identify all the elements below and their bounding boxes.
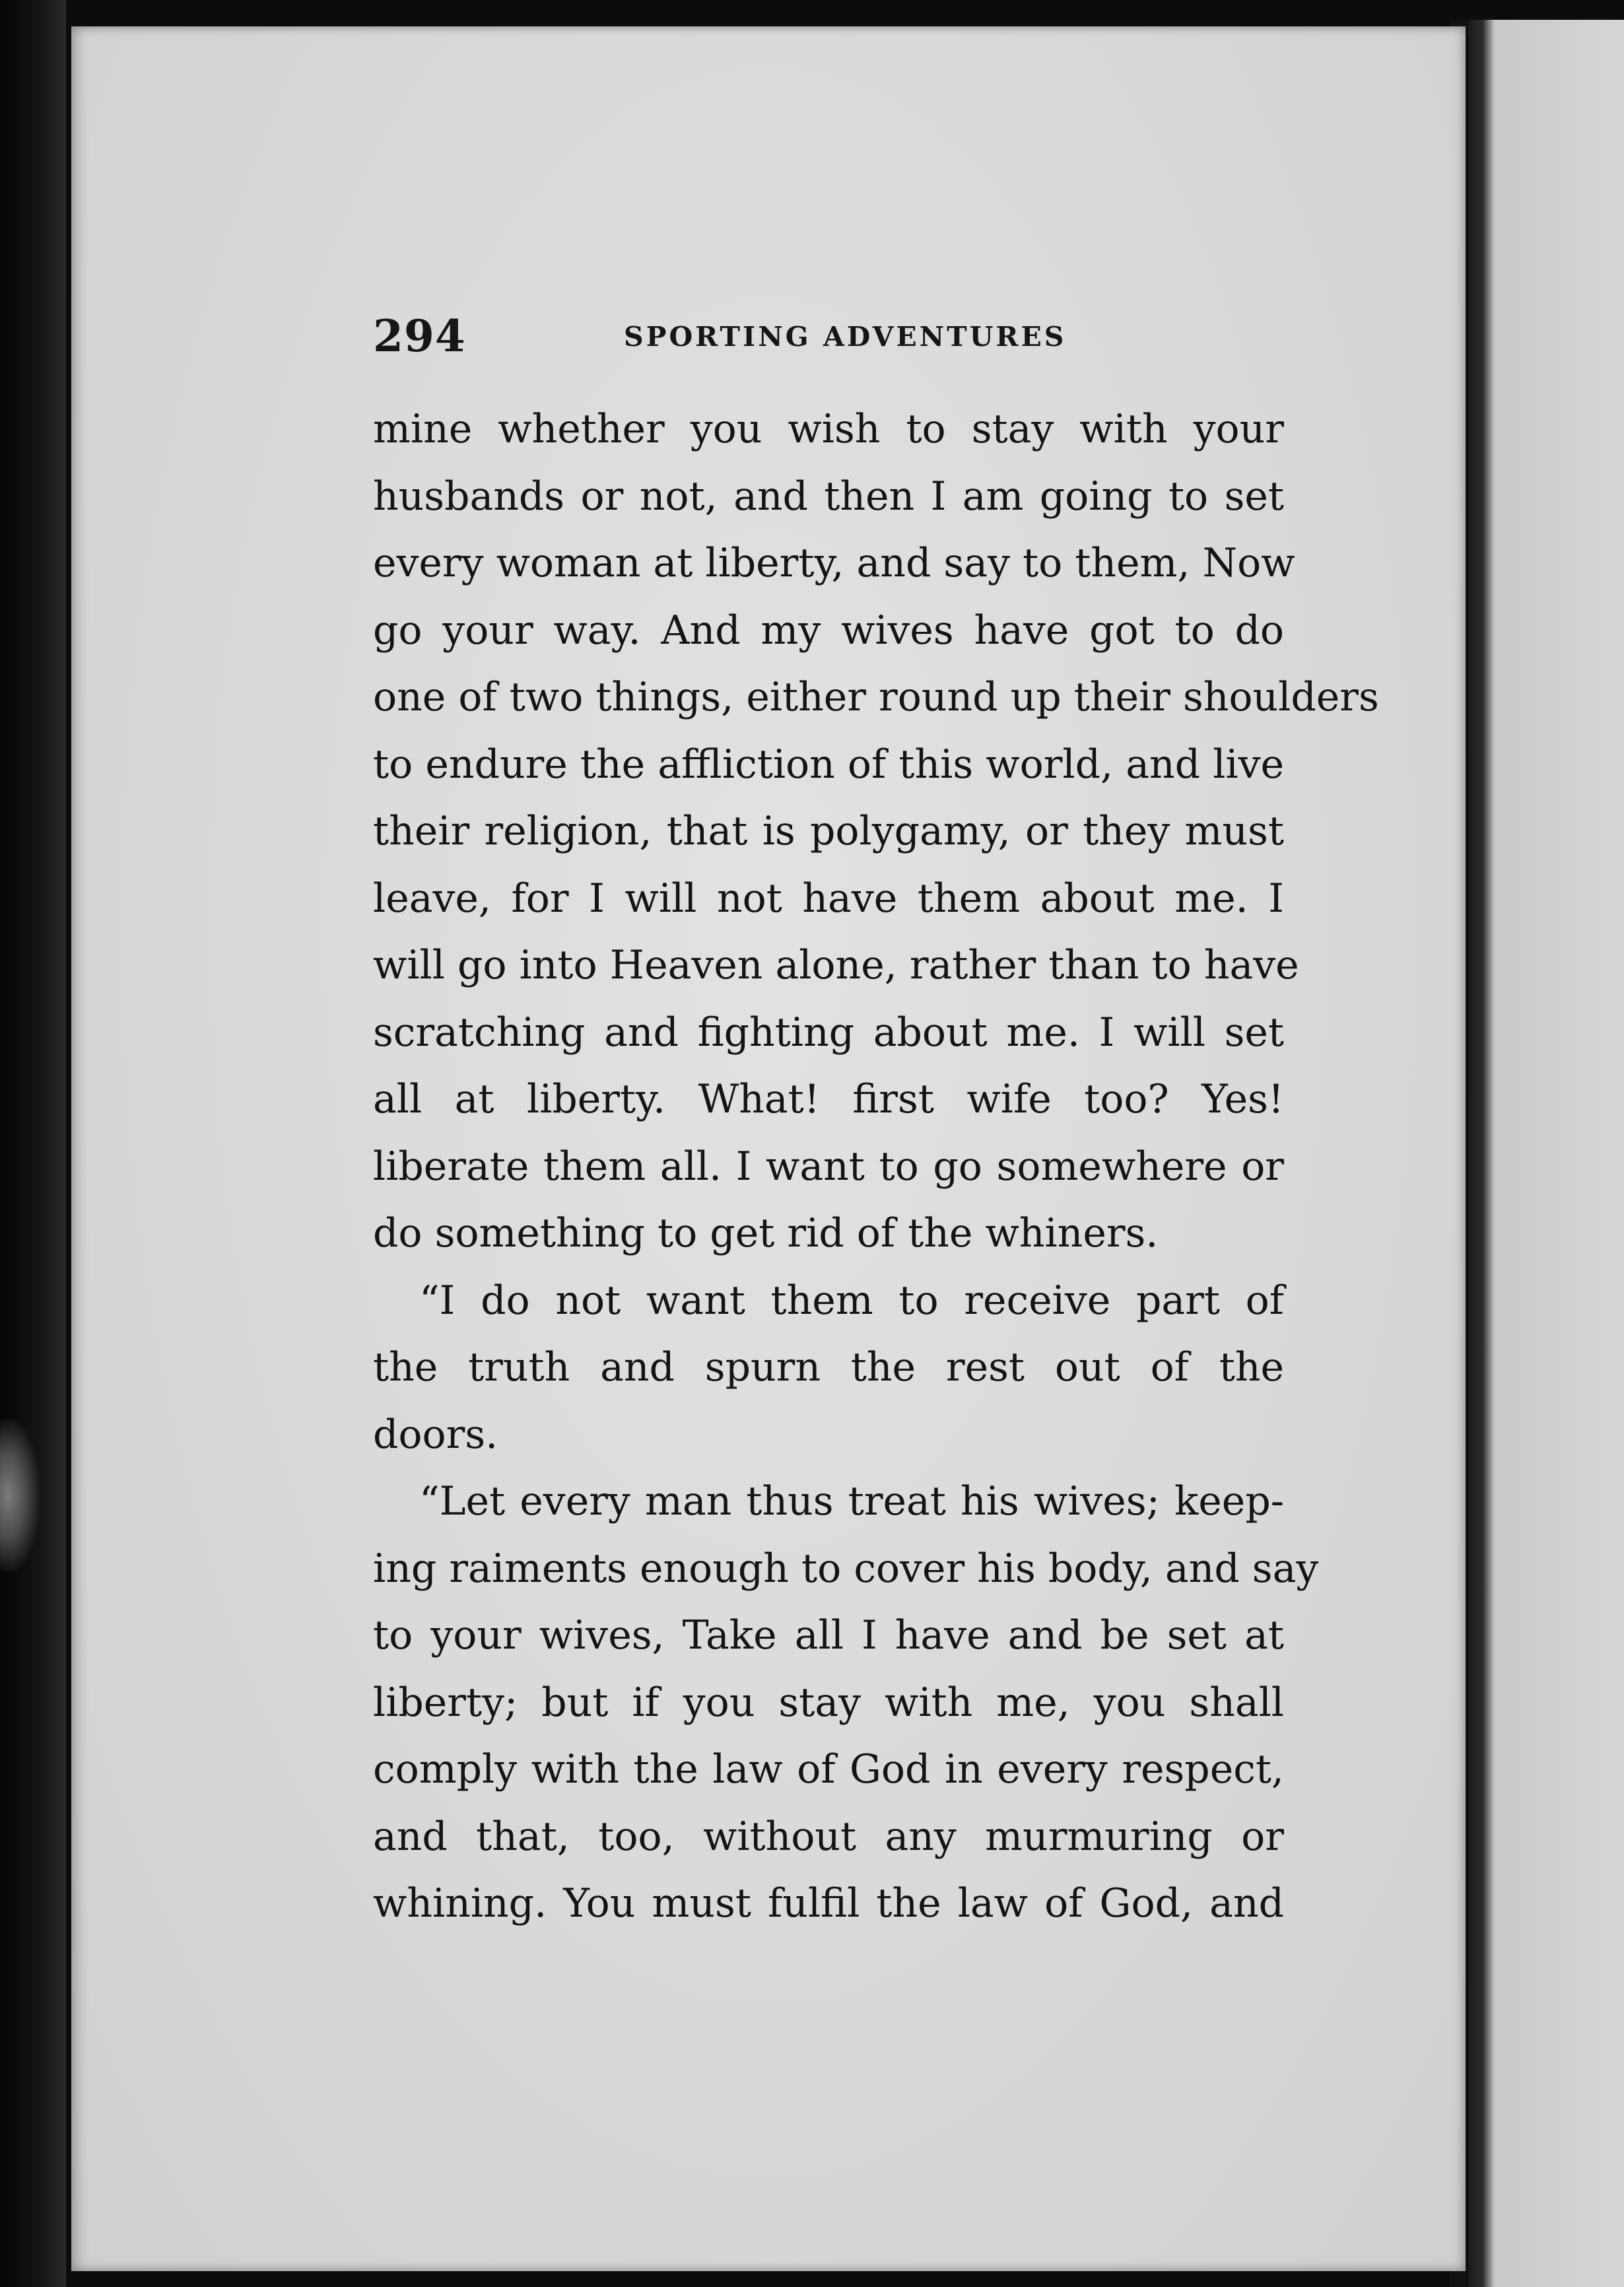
text-line: one of two things, either round up their shoulders — [373, 674, 1379, 720]
page-number: 294 — [373, 310, 466, 362]
text-line: and that, too, without any murmuring or — [373, 1813, 1284, 1860]
text-line: whining. You must fulfil the law of God, and — [373, 1880, 1284, 1927]
paragraph-first-line: “Let every man thus treat his wives; keep- — [419, 1478, 1284, 1524]
body-text — [373, 396, 1379, 1938]
text-line: will go into Heaven alone, rather than to have — [373, 942, 1299, 988]
text-line: do something to get rid of the whiners. — [373, 1210, 1159, 1256]
text-line: go your way. And my wives have got to do — [373, 607, 1284, 654]
page-header — [300, 310, 1396, 370]
text-line: doors. — [373, 1411, 498, 1458]
text-line: their religion, that is polygamy, or they must — [373, 808, 1284, 854]
text-line: liberate them all. I want to go somewhere or — [373, 1143, 1284, 1190]
text-line: the truth and spurn the rest out of the — [373, 1344, 1284, 1390]
text-line: leave, for I will not have them about me. I — [373, 875, 1284, 922]
text-line: comply with the law of God in every respect, — [373, 1746, 1284, 1792]
page-edge-damage — [0, 1419, 40, 1571]
text-line: mine whether you wish to stay with your — [373, 406, 1284, 452]
running-head: SPORTING ADVENTURES — [624, 321, 1067, 353]
text-line: all at liberty. What! first wife too? Yes! — [373, 1076, 1284, 1122]
book-spine-shadow — [0, 0, 66, 2287]
text-line: ing raiments enough to cover his body, and say — [373, 1545, 1319, 1592]
facing-page-edge — [1468, 20, 1624, 2287]
text-line: husbands or not, and then I am going to set — [373, 473, 1284, 520]
text-line: to endure the affliction of this world, and live — [373, 741, 1284, 788]
paragraph-first-line: “I do not want them to receive part of — [419, 1277, 1284, 1324]
text-line: to your wives, Take all I have and be set at — [373, 1612, 1284, 1658]
text-line: every woman at liberty, and say to them, Now — [373, 540, 1295, 586]
text-line: scratching and fighting about me. I will set — [373, 1009, 1284, 1056]
text-line: liberty; but if you stay with me, you shall — [373, 1679, 1284, 1726]
